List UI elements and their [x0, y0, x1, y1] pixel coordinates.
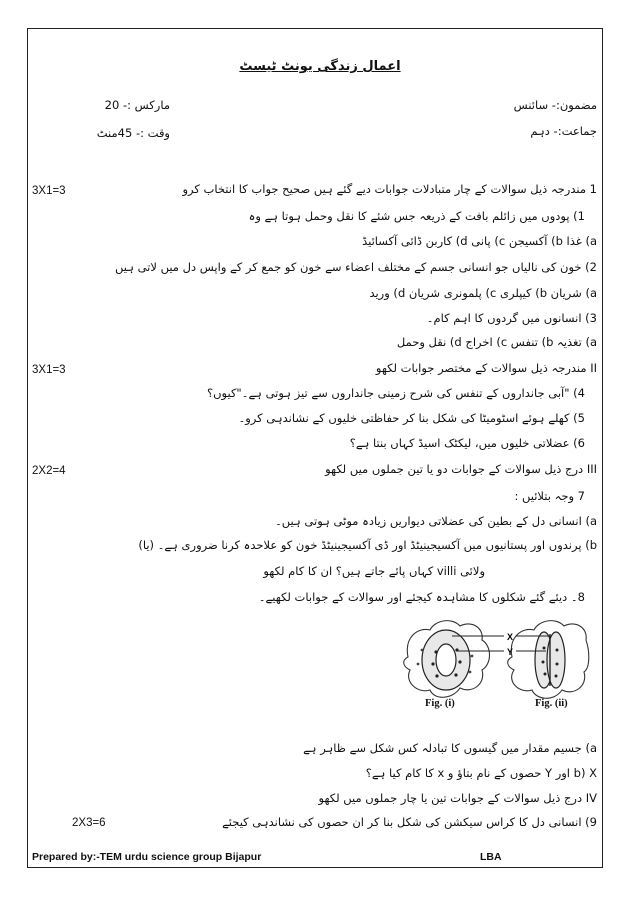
question-7a: a) انسانی دل کے بطین کی عضلاتی دیواریں زیادہ موٹی ہوتی ہیں۔	[275, 514, 597, 528]
section2-marks: 3X1=3	[32, 364, 66, 376]
section4-marks: 2X3=6	[72, 817, 106, 829]
question-8a: a) جسیم مقدار میں گیسوں کا تبادلہ کس شکل سے ظاہر ہے	[303, 741, 597, 755]
question-1-options: a) غذا b) آکسیجن c) پانی d) کاربن ڈائی آکسائیڈ	[362, 234, 597, 248]
subject-label: مضمون:- سائنس	[513, 98, 597, 112]
question-2: 2) خون کی نالیاں جو انسانی جسم کے مختلف اعضاء سے خون کو جمع کر کے واپس دل میں لاتی ہیں	[114, 260, 597, 274]
footer-code: LBA	[480, 851, 502, 863]
question-1: 1) پودوں میں زائلم بافت کے ذریعہ جس شئے کا نقل وحمل ہوتا ہے وہ	[248, 209, 585, 223]
question-2-options: a) شریان b) کیپلری c) پلمونری شریان d) ورید	[369, 286, 597, 300]
question-6: 6) عضلاتی خلیوں میں، لیکٹک اسیڈ کہاں بنتا ہے؟	[349, 436, 585, 450]
label-x: X	[506, 632, 514, 642]
question-8b: b) X اور Y حصوں کے نام بتاؤ و x کا کام کیا ہے؟	[365, 766, 597, 780]
closed-stoma-drawing	[508, 621, 589, 699]
question-3: 3) انسانوں میں گردوں کا اہم کام۔	[426, 311, 597, 325]
page-title: اعمال زندگی یونٹ ٹیسٹ	[239, 59, 401, 74]
question-4: 4) "آبی جانداروں کے تنفس کی شرح زمینی جانداروں سے تیز ہوتی ہے۔"کیوں؟	[206, 386, 585, 400]
open-stoma-drawing	[404, 621, 490, 698]
question-5: 5) کھلے ہوئے اسٹومیٹا کی شکل بنا کر حفاظتی خلیوں کے نشاندہی کرو۔	[238, 411, 585, 425]
label-y: Y	[506, 647, 514, 657]
question-7b: b) پرندوں اور پستانیوں میں آکسیجینیٹڈ اور ڈی آکسیجینیٹڈ خون کو علاحدہ کرنا ضروری ہے۔ (یا)	[138, 538, 597, 552]
section1-heading: 1 مندرجہ ذیل سوالات کے چار متبادلات جوابات دیے گئے ہیں صحیح جواب کا انتخاب کرو	[182, 182, 597, 196]
section1-marks: 3X1=3	[32, 185, 66, 197]
footer-prepared-by: Prepared by:-TEM urdu science group Bijapur	[32, 851, 262, 863]
section4-heading: IV درج ذیل سوالات کے جوابات تین یا چار جملوں میں لکھو	[318, 791, 597, 805]
question-8: 8۔ دیئے گئے شکلوں کا مشاہدہ کیجئے اور سوالات کے جوابات لکھیے۔	[258, 590, 585, 604]
marks-label: مارکس :- 20	[104, 98, 170, 112]
question-3-options: a) تغذیہ b) تنفس c) اخراج d) نقل وحمل	[396, 335, 597, 349]
question-7-or: ولائی villi کہاں پائے جاتے ہیں؟ ان کا کام لکھو	[263, 564, 485, 578]
class-label: جماعت:- دہم	[530, 124, 597, 138]
time-label: وقت :- 45منٹ	[96, 126, 170, 140]
section2-heading: II مندرجہ ذیل سوالات کے مختصر جوابات لکھو	[375, 361, 597, 375]
question-7: 7 وجہ بتلائیں :	[514, 489, 585, 503]
figure-2-caption: Fig. (ii)	[535, 698, 568, 709]
section3-marks: 2X2=4	[32, 465, 66, 477]
section3-heading: III درج ذیل سوالات کے جوابات دو یا تین جملوں میں لکھو	[325, 462, 597, 476]
question-9: 9) انسانی دل کا کراس سیکشن کی شکل بنا کر ان حصوں کی نشاندہی کیجئے	[222, 815, 597, 829]
figure-1-caption: Fig. (i)	[425, 698, 455, 709]
